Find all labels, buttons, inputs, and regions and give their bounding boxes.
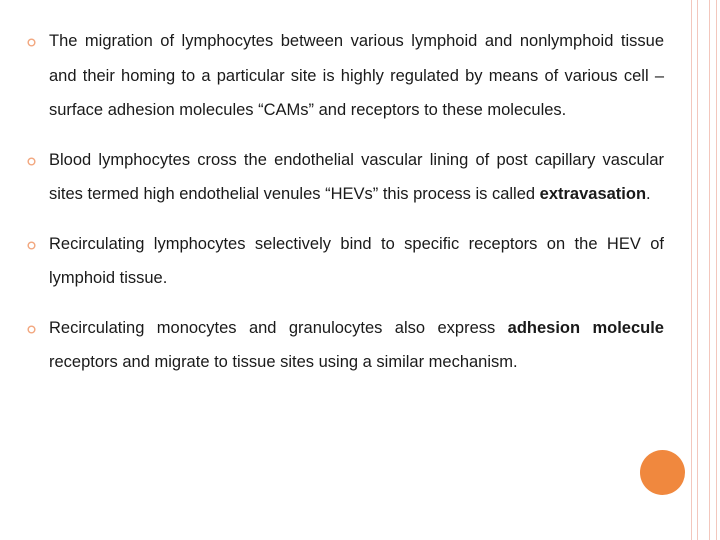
bullet-item xyxy=(24,227,664,296)
bullet-marker-icon xyxy=(27,157,36,166)
bullet-text-end: receptors and migrate to tissue sites using a similar mechanism. xyxy=(49,353,518,371)
decorative-rule-line xyxy=(716,0,717,540)
bullet-marker-icon xyxy=(27,38,36,47)
bullet-text: The migration of lymphocytes between various lymphoid and nonlymphoid tissue and their homing to a particular site is highly regulated by means of various cell – surface adhesion molecules “CAMs” and receptors to these molecules. xyxy=(49,32,664,119)
bullet-item xyxy=(24,143,664,212)
decorative-rule-line xyxy=(691,0,692,540)
bullet-item xyxy=(24,24,664,128)
bullet-marker-icon xyxy=(27,241,36,250)
decorative-rule-line xyxy=(697,0,698,540)
bullet-text: Recirculating monocytes and granulocytes also express xyxy=(49,318,508,337)
decorative-rule-line xyxy=(709,0,710,540)
bullet-list xyxy=(24,24,664,380)
bullet-text: Blood lymphocytes cross the endothelial vascular lining of post capillary vascular sites termed high endothelial venules “HEVs” this process is called xyxy=(49,150,664,203)
bullet-text: Recirculating lymphocytes selectively bind to specific receptors on the HEV of lymphoid tissue. xyxy=(49,234,664,287)
bold-term: adhesion molecule xyxy=(507,318,664,337)
bold-term: extravasation xyxy=(539,185,647,203)
bullet-text-end: . xyxy=(646,185,651,203)
bullet-marker-icon xyxy=(27,325,36,334)
orange-circle-accent xyxy=(640,450,685,495)
bullet-item xyxy=(24,311,664,380)
